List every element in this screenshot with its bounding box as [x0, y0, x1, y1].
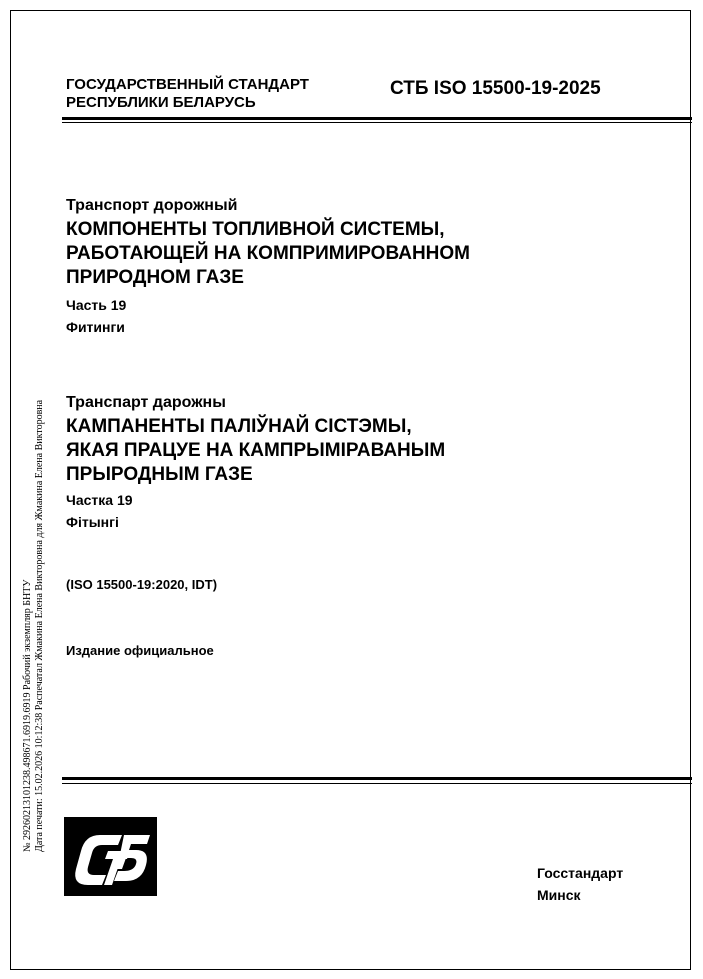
- ru-title-line1: КОМПОНЕНТЫ ТОПЛИВНОЙ СИСТЕМЫ,: [66, 219, 445, 240]
- ru-title: [66, 218, 470, 290]
- footer-rule-thin: [62, 783, 692, 784]
- by-title-line1: КАМПАНЕНТЫ ПАЛІЎНАЙ СІСТЭМЫ,: [66, 416, 412, 437]
- by-title-line2: ЯКАЯ ПРАЦУЕ НА КАМПРЫМІРАВАНЫМ: [66, 440, 446, 461]
- print-stamp-line1: № 29260213101238.498671.6919.6919 Рабочий экземпляр БНТУ: [22, 579, 33, 852]
- ru-subject: Транспорт дорожный: [66, 197, 238, 214]
- by-part-title: Фітынгі: [66, 514, 119, 530]
- ru-title-line2: РАБОТАЮЩЕЙ НА КОМПРИМИРОВАННОМ: [66, 243, 470, 264]
- by-part-number: Частка 19: [66, 492, 133, 508]
- print-stamp-line2: Дата печати: 15.02.2026 10:12:38 Распечатал Жмакина Елена Викторовна для Жмакина Елена Викторовна: [34, 399, 45, 852]
- issuing-body-line2: РЕСПУБЛИКИ БЕЛАРУСЬ: [66, 94, 256, 111]
- edition-note: Издание официальное: [66, 643, 214, 658]
- by-title: [66, 415, 445, 487]
- issuing-body: [66, 76, 309, 112]
- stb-logo: [64, 817, 157, 896]
- ru-part-title: Фитинги: [66, 319, 125, 335]
- issuing-body-line1: ГОСУДАРСТВЕННЫЙ СТАНДАРТ: [66, 76, 309, 93]
- by-subject: Транспарт дарожны: [66, 394, 226, 411]
- standard-designation: СТБ ISO 15500-19-2025: [390, 78, 601, 99]
- ru-title-line3: ПРИРОДНОМ ГАЗЕ: [66, 267, 244, 288]
- footer-rule-thick: [62, 777, 692, 780]
- publisher-name: Госстандарт: [537, 865, 624, 881]
- header-rule-thick: [62, 117, 692, 120]
- print-stamp: [22, 400, 46, 852]
- header-rule-thin: [62, 122, 692, 123]
- by-title-line3: ПРЫРОДНЫМ ГАЗЕ: [66, 464, 253, 485]
- ru-part-number: Часть 19: [66, 297, 127, 313]
- identity-note: (ISO 15500-19:2020, IDT): [66, 577, 218, 592]
- publisher-city: Минск: [537, 887, 581, 903]
